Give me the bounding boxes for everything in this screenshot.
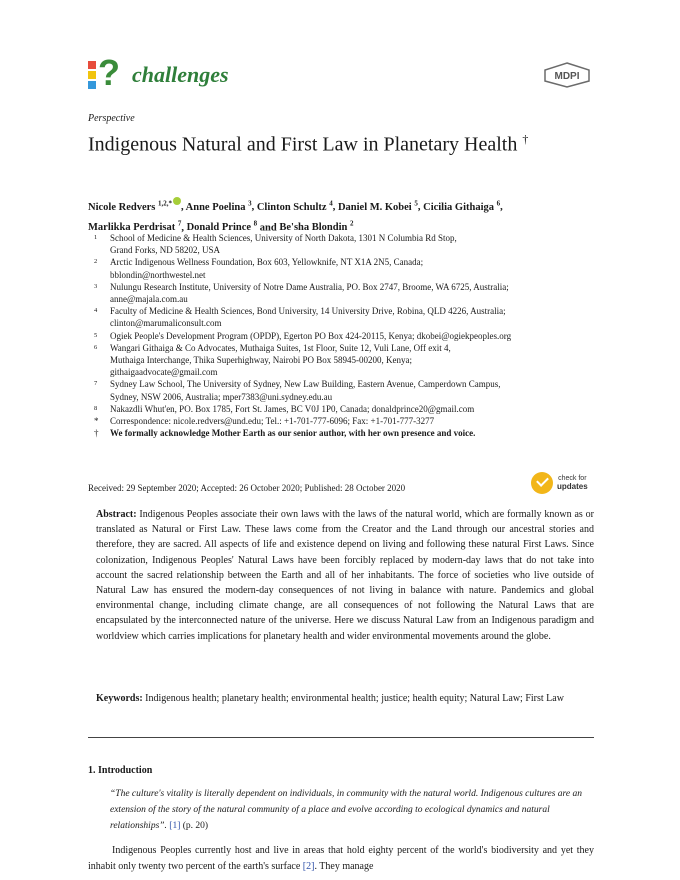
author-affiliation-sup: 8	[253, 219, 258, 228]
journal-name: challenges	[132, 62, 229, 87]
affiliation-number: 2	[94, 258, 98, 266]
affiliation-item	[88, 232, 598, 256]
citation-link[interactable]: [2]	[302, 861, 315, 872]
affiliation-item	[88, 415, 598, 427]
affiliation-number: 7	[94, 380, 98, 388]
affiliation-line: Nulungu Research Institute, University of Notre Dame Australia, PO. Box 2747, Broome, WA 6725, Australia;	[110, 281, 509, 292]
article-type: Perspective	[88, 113, 135, 124]
epigraph-quote	[110, 786, 590, 834]
title-footnote-mark: †	[522, 132, 529, 146]
affiliation-number: *	[94, 416, 99, 427]
publisher-logo[interactable]	[543, 62, 591, 88]
author-name: Be'sha Blondin	[279, 222, 348, 233]
author-affiliation-sup: 3	[248, 199, 252, 207]
author-name: Cicilia Githaiga	[423, 201, 494, 213]
author-name: Daniel M. Kobei	[337, 201, 412, 213]
author-affiliation-sup: 5	[414, 199, 418, 207]
author-affiliation-sup: 2	[349, 219, 354, 228]
affiliation-item	[88, 330, 598, 342]
affiliation-line: Correspondence: nicole.redvers@und.edu; Tel.: +1-701-777-6096; Fax: +1-701-777-3277	[110, 416, 435, 427]
affiliation-number: 3	[94, 282, 98, 290]
affiliation-line: Arctic Indigenous Wellness Foundation, Box 603, Yellowknife, NT X1A 2N5, Canada;	[110, 257, 424, 268]
author-list: Nicole Redvers $^{1,2,*}$ , Anne Poelina $^3$, Clinton Schultz $^4$, Daniel M. Kobei $^5$, Cicilia Githaiga $^6$, Marlikka Perdrisat $^7$, Donald Prince $^8$ and Be'sha Blondin $^2$	[88, 199, 503, 233]
abstract-label: Abstract:	[96, 509, 137, 520]
author[interactable]	[256, 199, 333, 213]
author-affiliation-sup: 4	[329, 199, 333, 207]
affiliation-item	[88, 305, 598, 329]
affiliation-item	[88, 281, 598, 305]
affiliation-line: School of Medicine & Health Sciences, University of North Dakota, 1301 N Columbia Rd Stop,	[110, 233, 457, 243]
author[interactable]	[88, 199, 181, 213]
affiliation-item	[88, 427, 598, 439]
affiliation-item	[88, 256, 598, 280]
quote-page: (p. 20)	[180, 821, 209, 831]
section-heading: 1. Introduction	[88, 765, 153, 776]
keywords	[96, 691, 594, 706]
affiliation-item	[88, 378, 598, 402]
affiliations-list	[88, 232, 598, 439]
affiliation-line: We formally acknowledge Mother Earth as our senior author, with her own presence and voice.	[110, 428, 476, 439]
author-name: Anne Poelina	[185, 201, 246, 213]
intro-paragraph	[88, 843, 594, 875]
affiliation-number: 1	[94, 234, 98, 241]
affiliation-number: 4	[94, 307, 98, 315]
intro-text-end: . They manage	[314, 861, 374, 872]
author-name: Donald Prince	[186, 222, 252, 233]
publication-dates: Received: 29 September 2020; Accepted: 26 October 2020; Published: 28 October 2020	[88, 483, 406, 493]
abstract-text: Indigenous Peoples associate their own laws with the laws of the natural world, which are formally known as or translated as Natural or First Law. These laws come from the Creator and the Land through our ancestral stories and therefore, they are sacred. All aspects of life and existence depend on living and following these natural First Laws. Since colonization, Indigenous Peoples' Natural Laws have been forcibly replaced by modern-day laws that do not take into account the sacred relationship between the Earth and all of her inhabitants. The force of societies who live outside of Natural Law has ensured the modern-day consequences of not living in balance with nature. Pandemics and global environmental change, including climate change, are all consequences of not following the Natural Laws that are encapsulated by the interconnected nature of the universe. Here we discuss Natural Law from an Indigenous paradigm and worldview which carries implications for planetary health and wider environmental movements around the globe.	[96, 509, 594, 642]
affiliation-line: anne@majala.com.au	[110, 294, 188, 305]
affiliation-line: Muthaiga Interchange, Thika Superhighway, Nairobi PO Box 58945-00200, Kenya;	[110, 355, 412, 366]
author-name: Nicole Redvers	[88, 201, 156, 213]
author-affiliation-sup: 1,2,*	[157, 199, 172, 207]
affiliation-line: Grand Forks, ND 58202, USA	[110, 245, 220, 256]
author-affiliation-sup: 7	[177, 219, 182, 228]
article-title	[88, 128, 568, 157]
affiliation-line: Nakazdli Whut'en, PO. Box 1785, Fort St. James, BC V0J 1P0, Canada; donaldprince20@gmail.com	[110, 403, 475, 414]
quote-text: “The culture's vitality is literally dependent on individuals, in community with the natural world. Indigenous cultures are an extension of the story of the natural community of a place and evolve according to ecological dynamics and natural relationships”.	[110, 789, 582, 831]
affiliation-line: Sydney, NSW 2006, Australia; mper7383@uni.sydney.edu.au	[110, 391, 333, 402]
section-divider	[88, 737, 594, 738]
checkmark-icon	[531, 472, 553, 494]
check-updates-line1: check for	[558, 474, 587, 482]
check-updates-line2: updates	[557, 481, 588, 491]
affiliation-line: Ogiek People's Development Program (OPDP), Egerton PO Box 424-20115, Kenya; dkobei@ogiekpeoples.org	[110, 330, 512, 341]
author-name: Clinton Schultz	[256, 201, 327, 213]
affiliation-number: 5	[94, 331, 98, 339]
orcid-icon[interactable]	[173, 197, 181, 205]
affiliation-line: githaigaadvocate@gmail.com	[110, 367, 218, 378]
author-affiliation-sup: 6	[496, 199, 501, 207]
affiliation-item	[88, 342, 598, 379]
abstract	[96, 507, 594, 644]
check-for-updates-badge[interactable]	[531, 472, 588, 494]
journal-logo[interactable]	[88, 52, 229, 93]
publisher-name: MDPI	[554, 71, 580, 82]
author[interactable]	[423, 199, 501, 213]
affiliation-number: 6	[94, 343, 98, 351]
affiliation-line: bblondin@northwestel.net	[110, 269, 206, 280]
author[interactable]	[185, 199, 252, 213]
affiliation-number: 8	[94, 404, 98, 412]
keywords-label: Keywords:	[96, 693, 143, 704]
journal-logo-icon: ?	[88, 58, 122, 92]
citation-link[interactable]: [1]	[169, 821, 181, 831]
affiliation-line: clinton@marumaliconsult.com	[110, 318, 222, 329]
affiliation-number: †	[94, 428, 99, 439]
keywords-text: Indigenous health; planetary health; environmental health; justice; health equity; Natural Law; First Law	[145, 693, 564, 704]
affiliation-line: Wangari Githaiga & Co Advocates, Muthaiga Suites, 1st Floor, Suite 12, Vuli Lane, Off exit 4,	[110, 342, 451, 353]
affiliation-line: Sydney Law School, The University of Sydney, New Law Building, Eastern Avenue, Camperdown Campus,	[110, 379, 501, 390]
affiliation-line: Faculty of Medicine & Health Sciences, Bond University, 14 University Drive, Robina, QLD 4226, Australia;	[110, 306, 506, 317]
article-title-text: Indigenous Natural and First Law in Planetary Health	[88, 133, 518, 156]
affiliation-item	[88, 403, 598, 415]
author-name: Marlikka Perdrisat	[88, 222, 176, 233]
author[interactable]	[337, 199, 418, 213]
intro-text-start: Indigenous Peoples currently host and live in areas that hold eighty percent of the world's biodiversity and yet they inhabit only twenty two percent of the earth's surface	[88, 845, 594, 872]
